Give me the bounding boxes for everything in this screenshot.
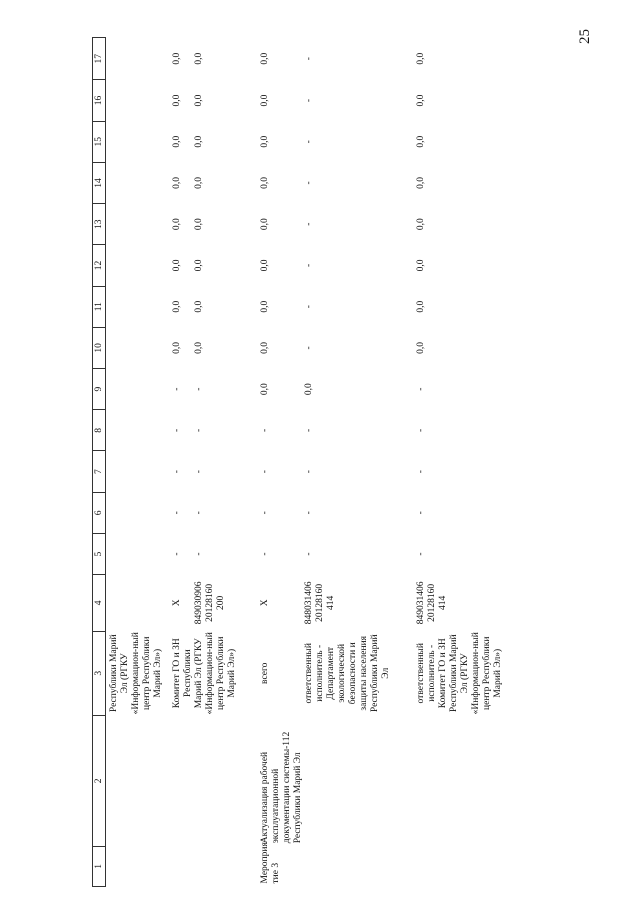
value-cell <box>106 121 165 162</box>
value-cell <box>106 286 165 327</box>
value-cell: - <box>304 470 314 474</box>
value-cell: - <box>304 57 314 61</box>
value-cell: - <box>194 552 204 556</box>
value-cell: - <box>194 387 204 391</box>
executor-cell: Комитет ГО и ЗН Республики <box>172 638 193 709</box>
value-cell: 0,0 <box>260 300 270 313</box>
value-cell: - <box>416 552 426 556</box>
budget-code-cell: 848031406 20128160 414 <box>304 581 336 625</box>
value-cell: 0,0 <box>416 177 426 189</box>
value-cell: 0,0 <box>172 177 182 189</box>
value-cell: - <box>172 428 182 432</box>
value-cell <box>106 327 165 368</box>
value-cell <box>106 410 165 451</box>
value-cell: - <box>304 511 314 515</box>
value-cell: 0,0 <box>172 218 182 231</box>
activity-name-cell <box>164 716 194 847</box>
value-cell: 0,0 <box>194 94 204 107</box>
activity-cell: Мероприя-тие 3 <box>260 839 281 884</box>
value-cell: - <box>304 552 314 556</box>
budget-table <box>92 37 504 887</box>
col-header: 4 <box>93 575 106 631</box>
value-cell: 0,0 <box>194 259 204 272</box>
table-row <box>392 38 504 887</box>
executor-cell: всего <box>260 662 270 684</box>
value-cell: - <box>194 470 204 474</box>
value-cell: - <box>260 511 270 515</box>
value-cell: 0,0 <box>172 341 182 354</box>
value-cell <box>106 204 165 245</box>
executor-cell: Республики Марий Эл (РГКУ «Информацион-ный центр Республики Марий Эл») <box>109 632 163 715</box>
page-number: 25 <box>577 29 593 44</box>
table-row <box>238 38 304 887</box>
value-cell: - <box>304 140 314 144</box>
table-row <box>164 38 194 887</box>
col-header: 14 <box>93 162 106 203</box>
header-row <box>93 38 106 887</box>
value-cell: - <box>260 552 270 556</box>
value-cell: 0,0 <box>172 259 182 272</box>
value-cell: 0,0 <box>304 383 314 396</box>
activity-cell <box>392 846 504 886</box>
value-cell: 0,0 <box>260 135 270 148</box>
table-body <box>106 38 505 887</box>
value-cell: - <box>304 263 314 268</box>
value-cell: - <box>416 511 426 515</box>
value-cell <box>106 533 165 574</box>
budget-code-cell <box>106 575 165 631</box>
value-cell: 0,0 <box>194 341 204 354</box>
value-cell: - <box>260 470 270 474</box>
value-cell: - <box>194 428 204 432</box>
value-cell: - <box>172 470 182 474</box>
value-cell: 0,0 <box>194 218 204 231</box>
value-cell <box>106 492 165 533</box>
value-cell: - <box>304 428 314 432</box>
budget-code-cell: Х <box>260 599 270 607</box>
value-cell: - <box>304 222 314 226</box>
col-header: 5 <box>93 533 106 574</box>
value-cell: 0,0 <box>172 52 182 65</box>
activity-name-cell <box>304 716 392 847</box>
col-header: 8 <box>93 410 106 451</box>
value-cell <box>106 38 165 80</box>
value-cell: 0,0 <box>194 177 204 189</box>
value-cell: 0,0 <box>260 218 270 231</box>
budget-code-cell: 849031406 20128160 414 <box>416 581 448 625</box>
value-cell: - <box>194 511 204 515</box>
value-cell: 0,0 <box>416 218 426 231</box>
executor-cell: Марий Эл (РГКУ «Информацион-ный центр Республики Марий Эл») <box>194 632 237 715</box>
value-cell: - <box>416 387 426 391</box>
col-header: 1 <box>93 846 106 886</box>
budget-code-cell: 849030906 20128160 200 <box>194 581 226 625</box>
value-cell: 0,0 <box>194 135 204 148</box>
value-cell: 0,0 <box>260 94 270 107</box>
value-cell: 0,0 <box>172 135 182 148</box>
col-header: 10 <box>93 327 106 368</box>
value-cell <box>106 80 165 121</box>
value-cell: 0,0 <box>260 259 270 272</box>
activity-name-cell <box>194 716 238 847</box>
col-header: 7 <box>93 451 106 492</box>
value-cell: 0,0 <box>260 177 270 189</box>
value-cell: 0,0 <box>416 135 426 148</box>
value-cell: 0,0 <box>194 300 204 313</box>
table-row <box>194 38 238 887</box>
activity-name-cell: Актуализация рабочей эксплуатационной документации системы-112 Республики Марий Эл <box>260 731 303 844</box>
table-row <box>106 38 165 887</box>
value-cell: - <box>172 511 182 515</box>
value-cell: - <box>304 98 314 103</box>
budget-code-cell: Х <box>172 599 182 607</box>
value-cell: 0,0 <box>416 52 426 65</box>
value-cell <box>106 451 165 492</box>
value-cell: 0,0 <box>416 94 426 107</box>
value-cell: - <box>416 470 426 474</box>
executor-cell: ответственный исполнитель - Комитет ГО и ЗН Республики Марий Эл (РГКУ «Информацион-ный центр Республики Марий Эл») <box>416 632 503 715</box>
value-cell: 0,0 <box>260 341 270 354</box>
col-header: 9 <box>93 369 106 410</box>
activity-cell <box>164 846 194 886</box>
rotated-table-container <box>92 37 612 887</box>
col-header: 6 <box>93 492 106 533</box>
value-cell: 0,0 <box>260 52 270 65</box>
value-cell: - <box>172 387 182 391</box>
value-cell: - <box>304 181 314 185</box>
value-cell: - <box>304 346 314 350</box>
value-cell: - <box>416 428 426 432</box>
col-header: 11 <box>93 286 106 327</box>
activity-name-cell <box>106 716 165 847</box>
value-cell: 0,0 <box>194 52 204 65</box>
col-header: 15 <box>93 121 106 162</box>
activity-name-cell <box>392 716 504 847</box>
value-cell: 0,0 <box>416 300 426 313</box>
col-header: 12 <box>93 245 106 286</box>
table-row <box>304 38 392 887</box>
activity-cell <box>194 846 238 886</box>
col-header: 3 <box>93 631 106 715</box>
col-header: 13 <box>93 204 106 245</box>
value-cell: - <box>172 552 182 556</box>
value-cell <box>106 245 165 286</box>
executor-cell: ответственный исполнитель - Департамент экологической безопасности и защиты населения Республики Марий Эл <box>304 634 391 713</box>
value-cell: - <box>304 305 314 309</box>
col-header: 17 <box>93 38 106 80</box>
value-cell: 0,0 <box>416 341 426 354</box>
col-header: 16 <box>93 80 106 121</box>
activity-cell <box>304 846 392 886</box>
value-cell: 0,0 <box>416 259 426 272</box>
value-cell: 0,0 <box>172 300 182 313</box>
col-header: 2 <box>93 716 106 847</box>
value-cell: 0,0 <box>172 94 182 107</box>
value-cell: 0,0 <box>260 383 270 396</box>
value-cell <box>106 162 165 203</box>
value-cell: - <box>260 428 270 432</box>
activity-cell <box>106 846 165 886</box>
value-cell <box>106 369 165 410</box>
